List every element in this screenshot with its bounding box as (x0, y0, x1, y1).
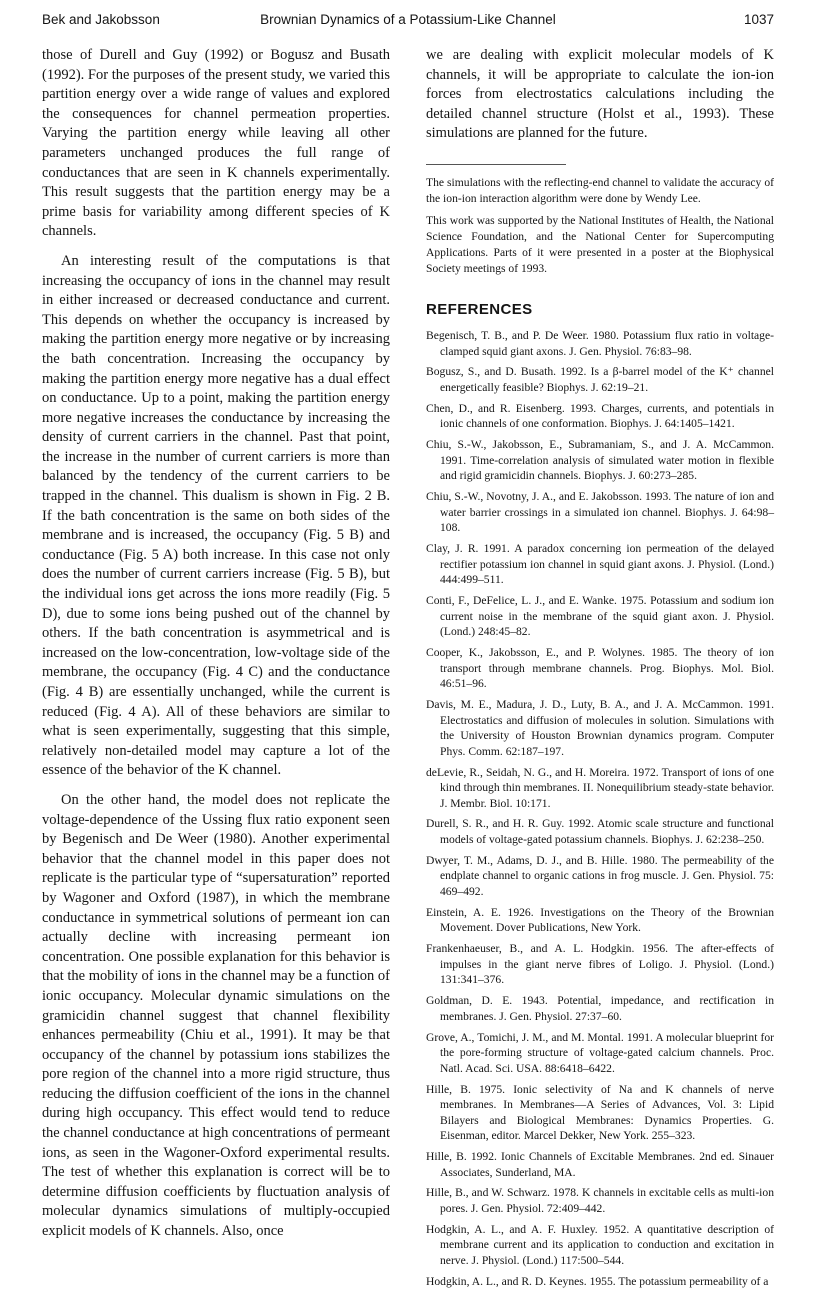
reference-item: Begenisch, T. B., and P. De Weer. 1980. Potassium flux ratio in voltage-clamped squid giant axons. J. Gen. Physiol. 76:83–98. (426, 328, 774, 358)
page-number: 1037 (743, 12, 774, 27)
reference-item: Bogusz, S., and D. Busath. 1992. Is a β-barrel model of the K⁺ channel energetically feasible? Biophys. J. 62:19–21. (426, 365, 774, 394)
header-title: Brownian Dynamics of a Potassium-Like Channel (260, 12, 556, 27)
reference-item: Dwyer, T. M., Adams, D. J., and B. Hille. 1980. The permeability of the endplate channel to organic cations in frog muscle. J. Gen. Physiol. 75: 469–492. (426, 853, 774, 899)
reference-list (426, 328, 774, 1289)
reference-item: Durell, S. R., and H. R. Guy. 1992. Atomic scale structure and functional models of voltage-gated potassium channels. Biophys. J. 62:238–250. (426, 817, 774, 847)
reference-item: Cooper, K., Jakobsson, E., and P. Wolynes. 1985. The theory of ion transport through membrane channels. Prog. Biophys. Mol. Biol. 46:51–96. (426, 645, 774, 691)
reference-item: Conti, F., DeFelice, L. J., and E. Wanke. 1975. Potassium and sodium ion current noise in the membrane of the squid giant axon. J. Physiol. (Lond.) 248:45–82. (426, 594, 774, 639)
right-column (426, 46, 774, 1295)
reference-item: Hodgkin, A. L., and R. D. Keynes. 1955. The potassium permeability of a (426, 1274, 769, 1288)
running-header (0, 0, 816, 44)
acknowledgment-text: This work was supported by the National Institutes of Health, the National Science Foundation, and the National Center for Supercomputing Applications. Parts of it were presented in a poster at the Biophysical Society meetings of 1993. (426, 213, 774, 275)
reference-item: Hille, B., and W. Schwarz. 1978. K channels in excitable cells as multi-ion pores. J. Gen. Physiol. 72:409–442. (426, 1186, 774, 1216)
reference-item: Clay, J. R. 1991. A paradox concerning ion permeation of the delayed rectifier potassium ion channel in squid giant axons. J. Physiol. (Lond.) 444:499–511. (426, 542, 774, 587)
left-column (42, 46, 390, 1252)
reference-item: deLevie, R., Seidah, N. G., and H. Moreira. 1972. Transport of ions of one kind through thin membranes. II. Nonequilibrium steady-state behavior. J. Membr. Biol. 10:171. (426, 765, 774, 810)
acknowledgment-text: The simulations with the reflecting-end channel to validate the accuracy of the ion-ion interaction algorithm were done by Wendy Lee. (426, 175, 774, 205)
body-paragraph: On the other hand, the model does not replicate the voltage-dependence of the Ussing flux ratio exponent seen by Begenisch and De Weer (1980). Another experimental behavior that the channel model in this paper does not replicate is the particular type of “supersaturation” reported by Wagoner and Oxford (1987), in which the membrane conductance in symmetrical solutions of permeant ion can actually decline with increasing permeant ion concentration. One possible explanation for this behavior is that the mobility of ions in the channel may be a function of ionic occupancy. Molecular dynamic simulations on the gramicidin channel suggest that channel flexibility enhances permeability (Chiu et al., 1991). It may be that occupancy of the channel by potassium ions stabilizes the pore region of the channel into a more rigid structure, thus reducing the diffusion coefficient of the ions in the channel during high occupancy. This effect would tend to reduce the channel conductance at high concentrations of permeant ions, as seen in the Wagoner-Oxford experimental results. The test of whether this explanation is correct will be to determine diffusion coefficients by fluctuation analysis of molecular dynamics simulations of multiply-occupied explicit models of K channels. Also, once (42, 791, 390, 1240)
reference-item: Chen, D., and R. Eisenberg. 1993. Charges, currents, and potentials in ionic channels of one conformation. Biophys. J. 64:1405–1421. (426, 401, 774, 431)
references-heading: REFERENCES (426, 300, 533, 318)
reference-item: Davis, M. E., Madura, J. D., Luty, B. A., and J. A. McCammon. 1991. Electrostatics and diffusion of molecules in solution. Simulations with the University of Houston Brownian dynamics program. Computer Phys. Comm. 62:187–197. (426, 697, 774, 758)
reference-item: Hille, B. 1975. Ionic selectivity of Na and K channels of nerve membranes. In Membranes—A Series of Advances, Vol. 3: Lipid Bilayers and Biological Membranes: Dynamics Properties. G. Eisenman, editor. Marcel Dekker, New York. 255–323. (426, 1082, 774, 1143)
header-authors: Bek and Jakobsson (42, 12, 160, 27)
reference-item: Grove, A., Tomichi, J. M., and M. Montal. 1991. A molecular blueprint for the pore-forming structure of voltage-gated calcium channels. Proc. Natl. Acad. Sci. USA. 88:6418–6422. (426, 1030, 774, 1075)
reference-item: Chiu, S.-W., Novotny, J. A., and E. Jakobsson. 1993. The nature of ion and water barrier crossings in a simulated ion channel. Biophys. J. 64:98–108. (426, 490, 774, 535)
reference-item: Einstein, A. E. 1926. Investigations on the Theory of the Brownian Movement. Dover Publications, New York. (426, 905, 774, 935)
reference-item: Goldman, D. E. 1943. Potential, impedance, and rectification in membranes. J. Gen. Physiol. 27:37–60. (426, 994, 774, 1023)
reference-item: Hille, B. 1992. Ionic Channels of Excitable Membranes. 2nd ed. Sinauer Associates, Sunderland, MA. (426, 1150, 774, 1179)
body-paragraph: those of Durell and Guy (1992) or Bogusz and Busath (1992). For the purposes of the present study, we varied this partition energy over a wide range of values and explored the consequences for channel permeation properties. Varying the partition energy while leaving all other parameters unchanged produces the full range of conductances that are seen in K channels experimentally. This result suggests that the partition energy may be a prime basis for variability among different species of K channels. (42, 47, 390, 240)
acknowledgments-divider (426, 164, 566, 165)
reference-item: Hodgkin, A. L., and A. F. Huxley. 1952. A quantitative description of membrane current and its application to conduction and excitation in nerve. J. Physiol. (Lond.) 117:500–544. (426, 1222, 774, 1267)
reference-item: Chiu, S.-W., Jakobsson, E., Subramaniam, S., and J. A. McCammon. 1991. Time-correlation analysis of simulated water motion in flexible and rigid gramicidin channels. Biophys. J. 60:273–285. (426, 438, 774, 483)
body-paragraph: we are dealing with explicit molecular models of K channels, it will be appropriate to calculate the ion-ion forces from electrostatics calculations including the detailed channel structure (Holst et al., 1993). These simulations are planned for the future. (426, 47, 774, 142)
reference-item: Frankenhaeuser, B., and A. L. Hodgkin. 1956. The after-effects of impulses in the giant nerve fibres of Loligo. J. Physiol. (Lond.) 131:341–376. (426, 942, 774, 987)
body-paragraph: An interesting result of the computations is that increasing the occupancy of ions in the channel may result in either increased or decreased conductance and current. This depends on whether the occupancy is increased by making the partition energy more negative or by increasing the bath concentration. Increasing the occupancy by making the partition energy more negative has a dual effect on conductance. Up to a point, making the partition energy more negative increases the conductance by increasing the density of current carriers in the channel. Past that point, the increase in the number of current carriers is more than balanced by the tendency of the current carriers to be trapped in the channel. This dualism is shown in Fig. 2 B. If the bath concentration is the same on both sides of the membrane and is increased, the occupancy (Fig. 5 B) and conductance (Fig. 5 A) both increase. In this case not only does the number of current carriers increase (Fig. 5 B), but the individual ions get across the ions more readily (Fig. 5 D), due to some ions being pushed out of the channel by others. If the bath concentration is asymmetrical and is increased on the low-concentration, low-voltage side of the membrane, the occupancy (Fig. 4 C) and the conductance (Fig. 4 B) are essentially unchanged, while the current is reduced (Fig. 4 A). All of these behaviors are similar to what is seen experimentally, suggesting that this simple, relatively non-detailed model may capture a lot of the essence of the behavior of the K channel. (42, 252, 390, 779)
